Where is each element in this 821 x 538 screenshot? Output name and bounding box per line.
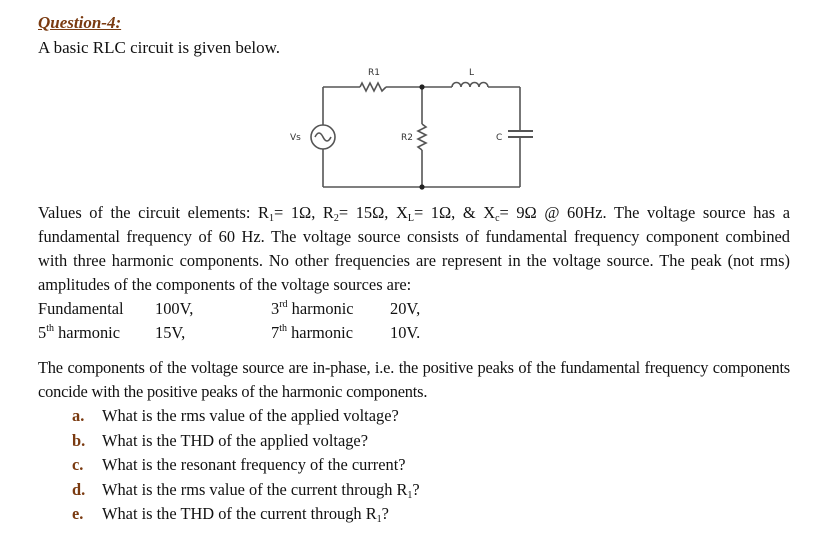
phase-paragraph: The components of the voltage source are in-phase, i.e. the positive peaks of the fundamental frequency components concide with the positive peaks of the harmonic components. bbox=[38, 358, 790, 401]
inductor-icon bbox=[452, 83, 488, 88]
resistor-r2-icon bbox=[418, 124, 426, 150]
component-fundamental-value: 100V, bbox=[155, 299, 194, 318]
label-l: L bbox=[469, 68, 475, 78]
junction-node-top bbox=[419, 84, 424, 89]
sub-question-e: e. What is the THD of the current through $R_1$? bbox=[72, 504, 389, 525]
sub-question-b: b. What is the THD of the applied voltage? bbox=[72, 430, 368, 450]
component-7th-value: 10V. bbox=[390, 323, 421, 342]
resistor-r1-icon bbox=[360, 83, 386, 91]
question-intro: A basic RLC circuit is given below. bbox=[38, 38, 281, 57]
sub-question-c: c. What is the resonant frequency of the current? bbox=[72, 455, 406, 474]
label-vs: Vs bbox=[290, 133, 301, 143]
circuit-values-paragraph: Values of the circuit elements: $R_1= 1\Omega$, $R_2= 15\Omega$, $X_L= 1\Omega$, & $X_c= 9\Omega$ @ 60Hz. The voltage source has a fundamental frequency of 60 Hz. The voltage source consists of fundamental frequency component combined with three harmonic components. No other frequencies are represent in the voltage source. The peak (not rms) amplitudes of the components of the voltage sources are: bbox=[38, 203, 790, 294]
component-5th-value: 15V, bbox=[155, 323, 186, 342]
sub-question-list bbox=[72, 406, 420, 529]
rlc-circuit-diagram bbox=[290, 55, 560, 195]
component-fundamental-label: Fundamental bbox=[38, 299, 124, 318]
label-r1: R1 bbox=[368, 68, 380, 78]
junction-node-bottom bbox=[419, 184, 424, 189]
label-r2: R2 bbox=[401, 133, 413, 143]
component-3rd-label: 3rd harmonic bbox=[271, 299, 354, 318]
component-7th-label: 7th harmonic bbox=[271, 323, 353, 342]
sub-question-d: d. What is the rms value of the current through $R_1$? bbox=[72, 479, 420, 501]
component-3rd-value: 20V, bbox=[390, 299, 421, 318]
question-title: Question-4: bbox=[38, 13, 122, 32]
label-c: C bbox=[496, 133, 503, 143]
sub-question-a: a. What is the rms value of the applied voltage? bbox=[72, 406, 399, 425]
component-5th-label: 5th harmonic bbox=[38, 323, 120, 342]
